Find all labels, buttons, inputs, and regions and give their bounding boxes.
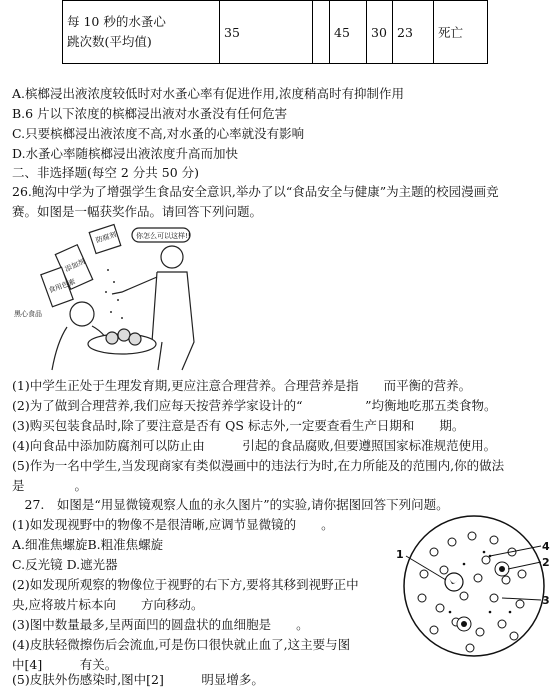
food-safety-cartoon [12, 222, 234, 372]
question-26-sub: 是 。 [12, 478, 88, 493]
table-row [63, 1, 488, 64]
question-27-sub: (3)图中数量最多,呈两面凹的圆盘状的血细胞是 。 [12, 617, 309, 632]
option-c: C.只要槟榔浸出液浓度不高,对水蚤的心率就没有影响 [12, 126, 305, 141]
section-title: 二、非选择题(每空 2 分共 50 分) [12, 165, 200, 180]
inspector-arm [112, 277, 157, 294]
table-cell: 35 [220, 1, 313, 64]
customer-label: 黑心食品 [14, 310, 42, 318]
question-27-sub: (2)如发现所观察的物像位于视野的右下方,要将其移到视野正中 [12, 577, 359, 592]
question-27-sub: (5)皮肤外伤感染时,图中[2] 明显增多。 [12, 672, 264, 687]
bottle-label: 食用色素 [47, 277, 77, 295]
table-cell [313, 1, 330, 64]
question-27-option: A.细准焦螺旋B.粗准焦螺旋 [12, 537, 164, 552]
question-26-stem: 26.鲍沟中学为了增强学生食品安全意识,举办了以“食品安全与健康”为主题的校园漫画竞 [12, 184, 499, 199]
label-line: 跳次数(平均值) [67, 34, 152, 49]
table-cell: 30 [367, 1, 393, 64]
bottle-label: 添加剂 [63, 257, 87, 274]
question-26-sub: (1)中学生正处于生理发育期,更应注意合理营养。合理营养是指 而平衡的营养。 [12, 378, 472, 393]
white-blood-cell [445, 573, 463, 591]
blood-smear-diagram [394, 512, 552, 684]
figure-label-3: 3 [542, 594, 550, 607]
bottle-label: 防腐剂 [94, 230, 118, 245]
question-27-sub: (4)皮肤轻微擦伤后会流血,可是伤口很快就止血了,这主要与图 [12, 637, 351, 652]
customer-head [70, 302, 94, 326]
table-row-label [63, 1, 220, 64]
table-cell: 45 [330, 1, 367, 64]
figure-label-1: 1 [396, 548, 404, 561]
table-cell: 23 [393, 1, 434, 64]
inspector-head [161, 246, 183, 268]
question-27-sub: 央,应将玻片标本向 方向移动。 [12, 597, 204, 612]
food [129, 333, 141, 345]
question-26-sub: (2)为了做到合理营养,我们应每天按营养学家设计的“ ”均衡地吃那五类食物。 [12, 398, 497, 413]
option-a: A.槟榔浸出液浓度较低时对水蚤心率有促进作用,浓度稍高时有抑制作用 [12, 86, 404, 101]
food [106, 332, 118, 344]
option-d: D.水蚤心率随槟榔浸出液浓度升高而加快 [12, 146, 239, 161]
figure-label-2: 2 [542, 556, 550, 569]
question-26-sub: (3)购买包装食品时,除了要注意是否有 QS 标志外,一定要查看生产日期和 期。 [12, 418, 465, 433]
question-27-stem: 27. 如图是“用显微镜观察人血的永久图片”的实验,请你据图回答下列问题。 [12, 497, 449, 512]
label-line: 每 10 秒的水蚤心 [67, 14, 166, 29]
question-26-stem: 赛。如图是一幅获奖作品。请回答下列问题。 [12, 204, 263, 219]
food [118, 329, 130, 341]
question-26-sub: (5)作为一名中学生,当发现商家有类似漫画中的违法行为时,在力所能及的范围内,你的做法 [12, 458, 505, 473]
wbc-nucleus [499, 566, 505, 572]
wbc-nucleus [461, 621, 467, 627]
inspector-body [152, 272, 194, 370]
question-27-sub: 中[4] 有关。 [12, 657, 118, 672]
question-27-sub: (1)如发现视野中的物像不是很清晰,应调节显微镜的 。 [12, 517, 334, 532]
data-table [62, 0, 488, 64]
option-b: B.6 片以下浓度的槟榔浸出液对水蚤没有任何危害 [12, 106, 288, 121]
question-26-sub: (4)向食品中添加防腐剂可以防止由 引起的食品腐败,但要遵照国家标准规范使用。 [12, 438, 497, 453]
figure-label-4: 4 [542, 540, 550, 553]
speech-text: 你怎么可以这样!! [136, 232, 191, 240]
table-cell: 死亡 [434, 1, 488, 64]
question-27-option: C.反光镜 D.遮光器 [12, 557, 118, 572]
